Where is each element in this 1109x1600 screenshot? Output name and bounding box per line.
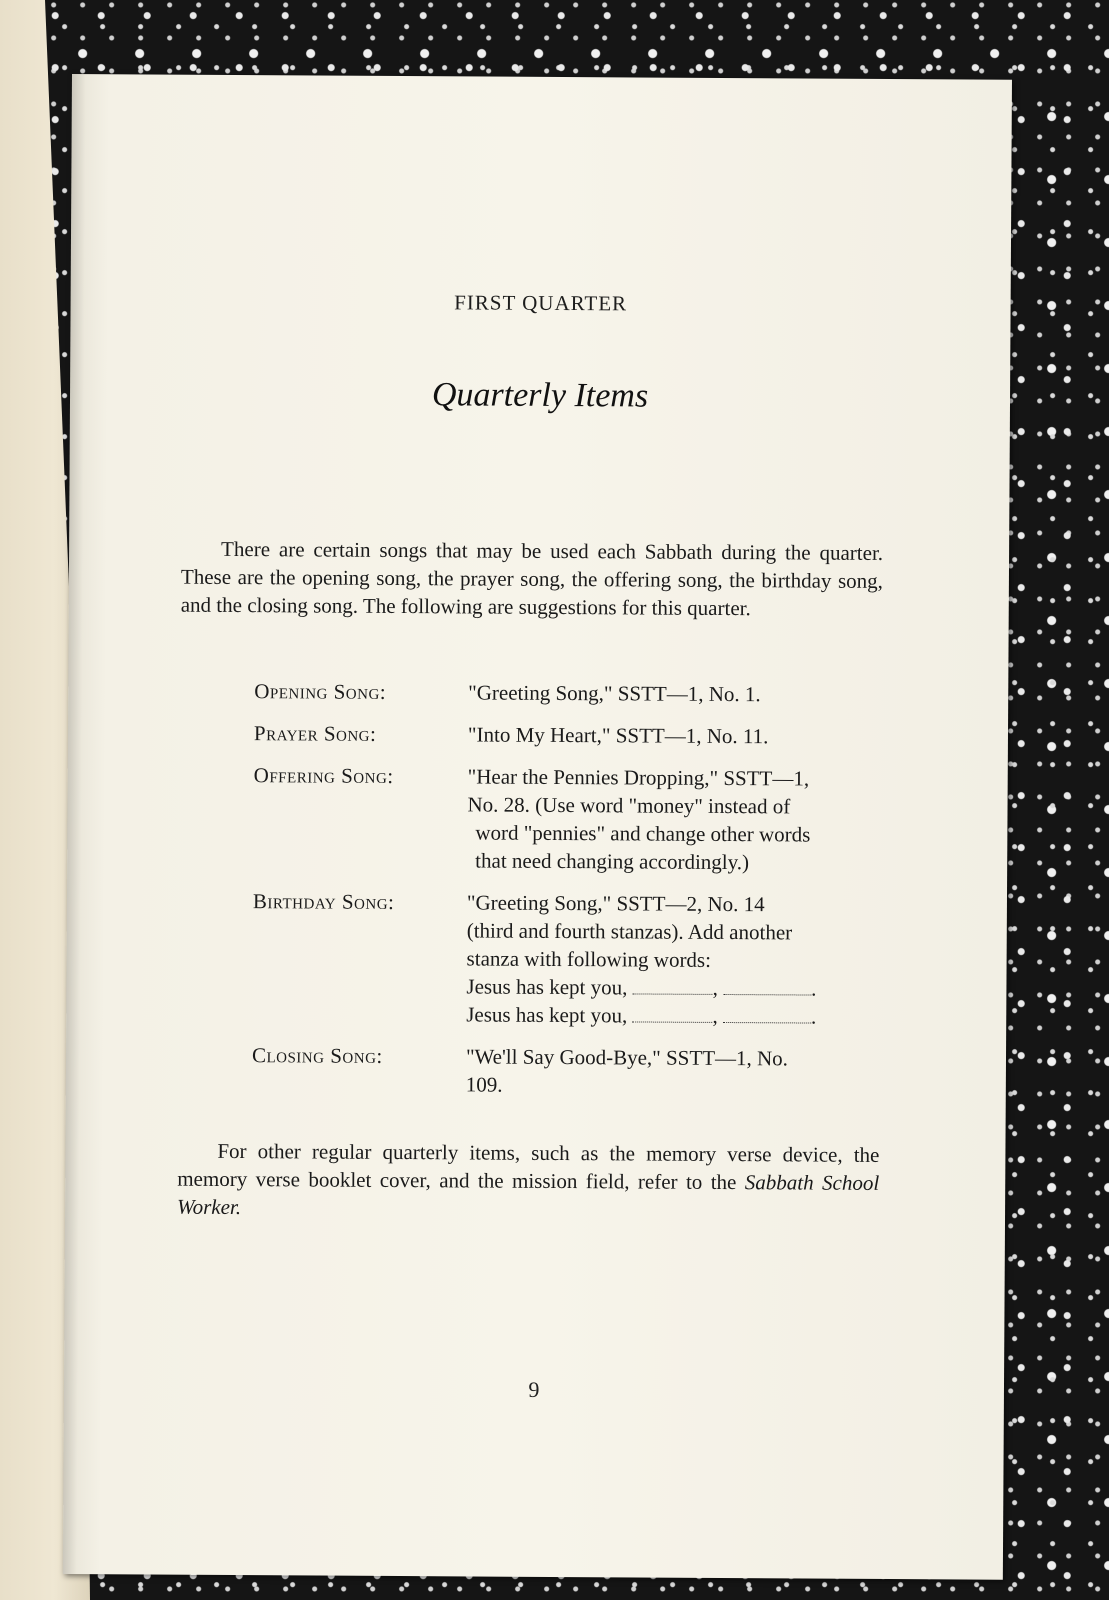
song-value	[467, 762, 884, 877]
song-list	[252, 677, 885, 1115]
song-line: "Greeting Song," SSTT—1, No. 1.	[468, 680, 761, 707]
song-line: word "pennies" and change other words	[475, 820, 811, 847]
song-label: Opening Song:	[254, 679, 387, 704]
song-label: Offering Song:	[253, 763, 394, 788]
fill-in-blank	[723, 980, 811, 996]
book-page	[63, 74, 1012, 1580]
song-line: "Greeting Song," SSTT—2, No. 14	[466, 890, 765, 917]
page-number: 9	[528, 1376, 540, 1402]
stanza-line: Jesus has kept you, , .	[466, 1002, 817, 1029]
song-row-prayer	[254, 719, 884, 751]
song-value	[466, 1042, 882, 1101]
intro-paragraph: There are certain songs that may be used each Sabbath during the quarter. These are the opening song, the prayer song, the offering song, the birthday song, and the closing song. The following are suggestions for this quarter.	[180, 536, 884, 621]
song-value	[468, 678, 884, 709]
song-value	[466, 888, 883, 1031]
song-line: that need changing accordingly.)	[475, 848, 750, 875]
song-label: Prayer Song:	[253, 721, 377, 746]
fill-in-blank	[723, 1008, 811, 1024]
page-title: Quarterly Items	[431, 376, 649, 415]
stanza-line: Jesus has kept you, , .	[466, 974, 817, 1001]
fill-in-blank	[632, 1007, 712, 1022]
song-label: Closing Song:	[251, 1043, 383, 1068]
song-row-closing	[252, 1041, 882, 1101]
song-line: 109.	[465, 1072, 503, 1097]
song-row-offering	[253, 761, 884, 877]
section-header: FIRST QUARTER	[454, 290, 628, 316]
song-line: (third and fourth stanzas). Add another	[466, 918, 793, 945]
song-row-opening	[254, 677, 884, 709]
song-value	[468, 720, 884, 751]
stanza-text: Jesus has kept you,	[466, 1002, 628, 1028]
song-line: "Into My Heart," SSTT—1, No. 11.	[467, 722, 769, 749]
song-row-birthday	[252, 887, 883, 1031]
song-line: "We'll Say Good-Bye," SSTT—1, No.	[465, 1044, 789, 1071]
fill-in-blank	[633, 979, 713, 994]
publication-title: Sabbath School Worker.	[177, 1170, 880, 1220]
closing-paragraph	[177, 1137, 880, 1225]
song-label: Birthday Song:	[252, 889, 395, 914]
song-line: "Hear the Pennies Dropping," SSTT—1,	[467, 764, 810, 791]
stanza-text: Jesus has kept you,	[466, 974, 628, 1000]
song-line: No. 28. (Use word "money" instead of	[467, 792, 791, 819]
song-line: stanza with following words:	[466, 946, 712, 972]
closing-text: For other regular quarterly items, such as the memory verse device, the memory verse booklet cover, and the mission field, refer to the	[177, 1138, 880, 1195]
